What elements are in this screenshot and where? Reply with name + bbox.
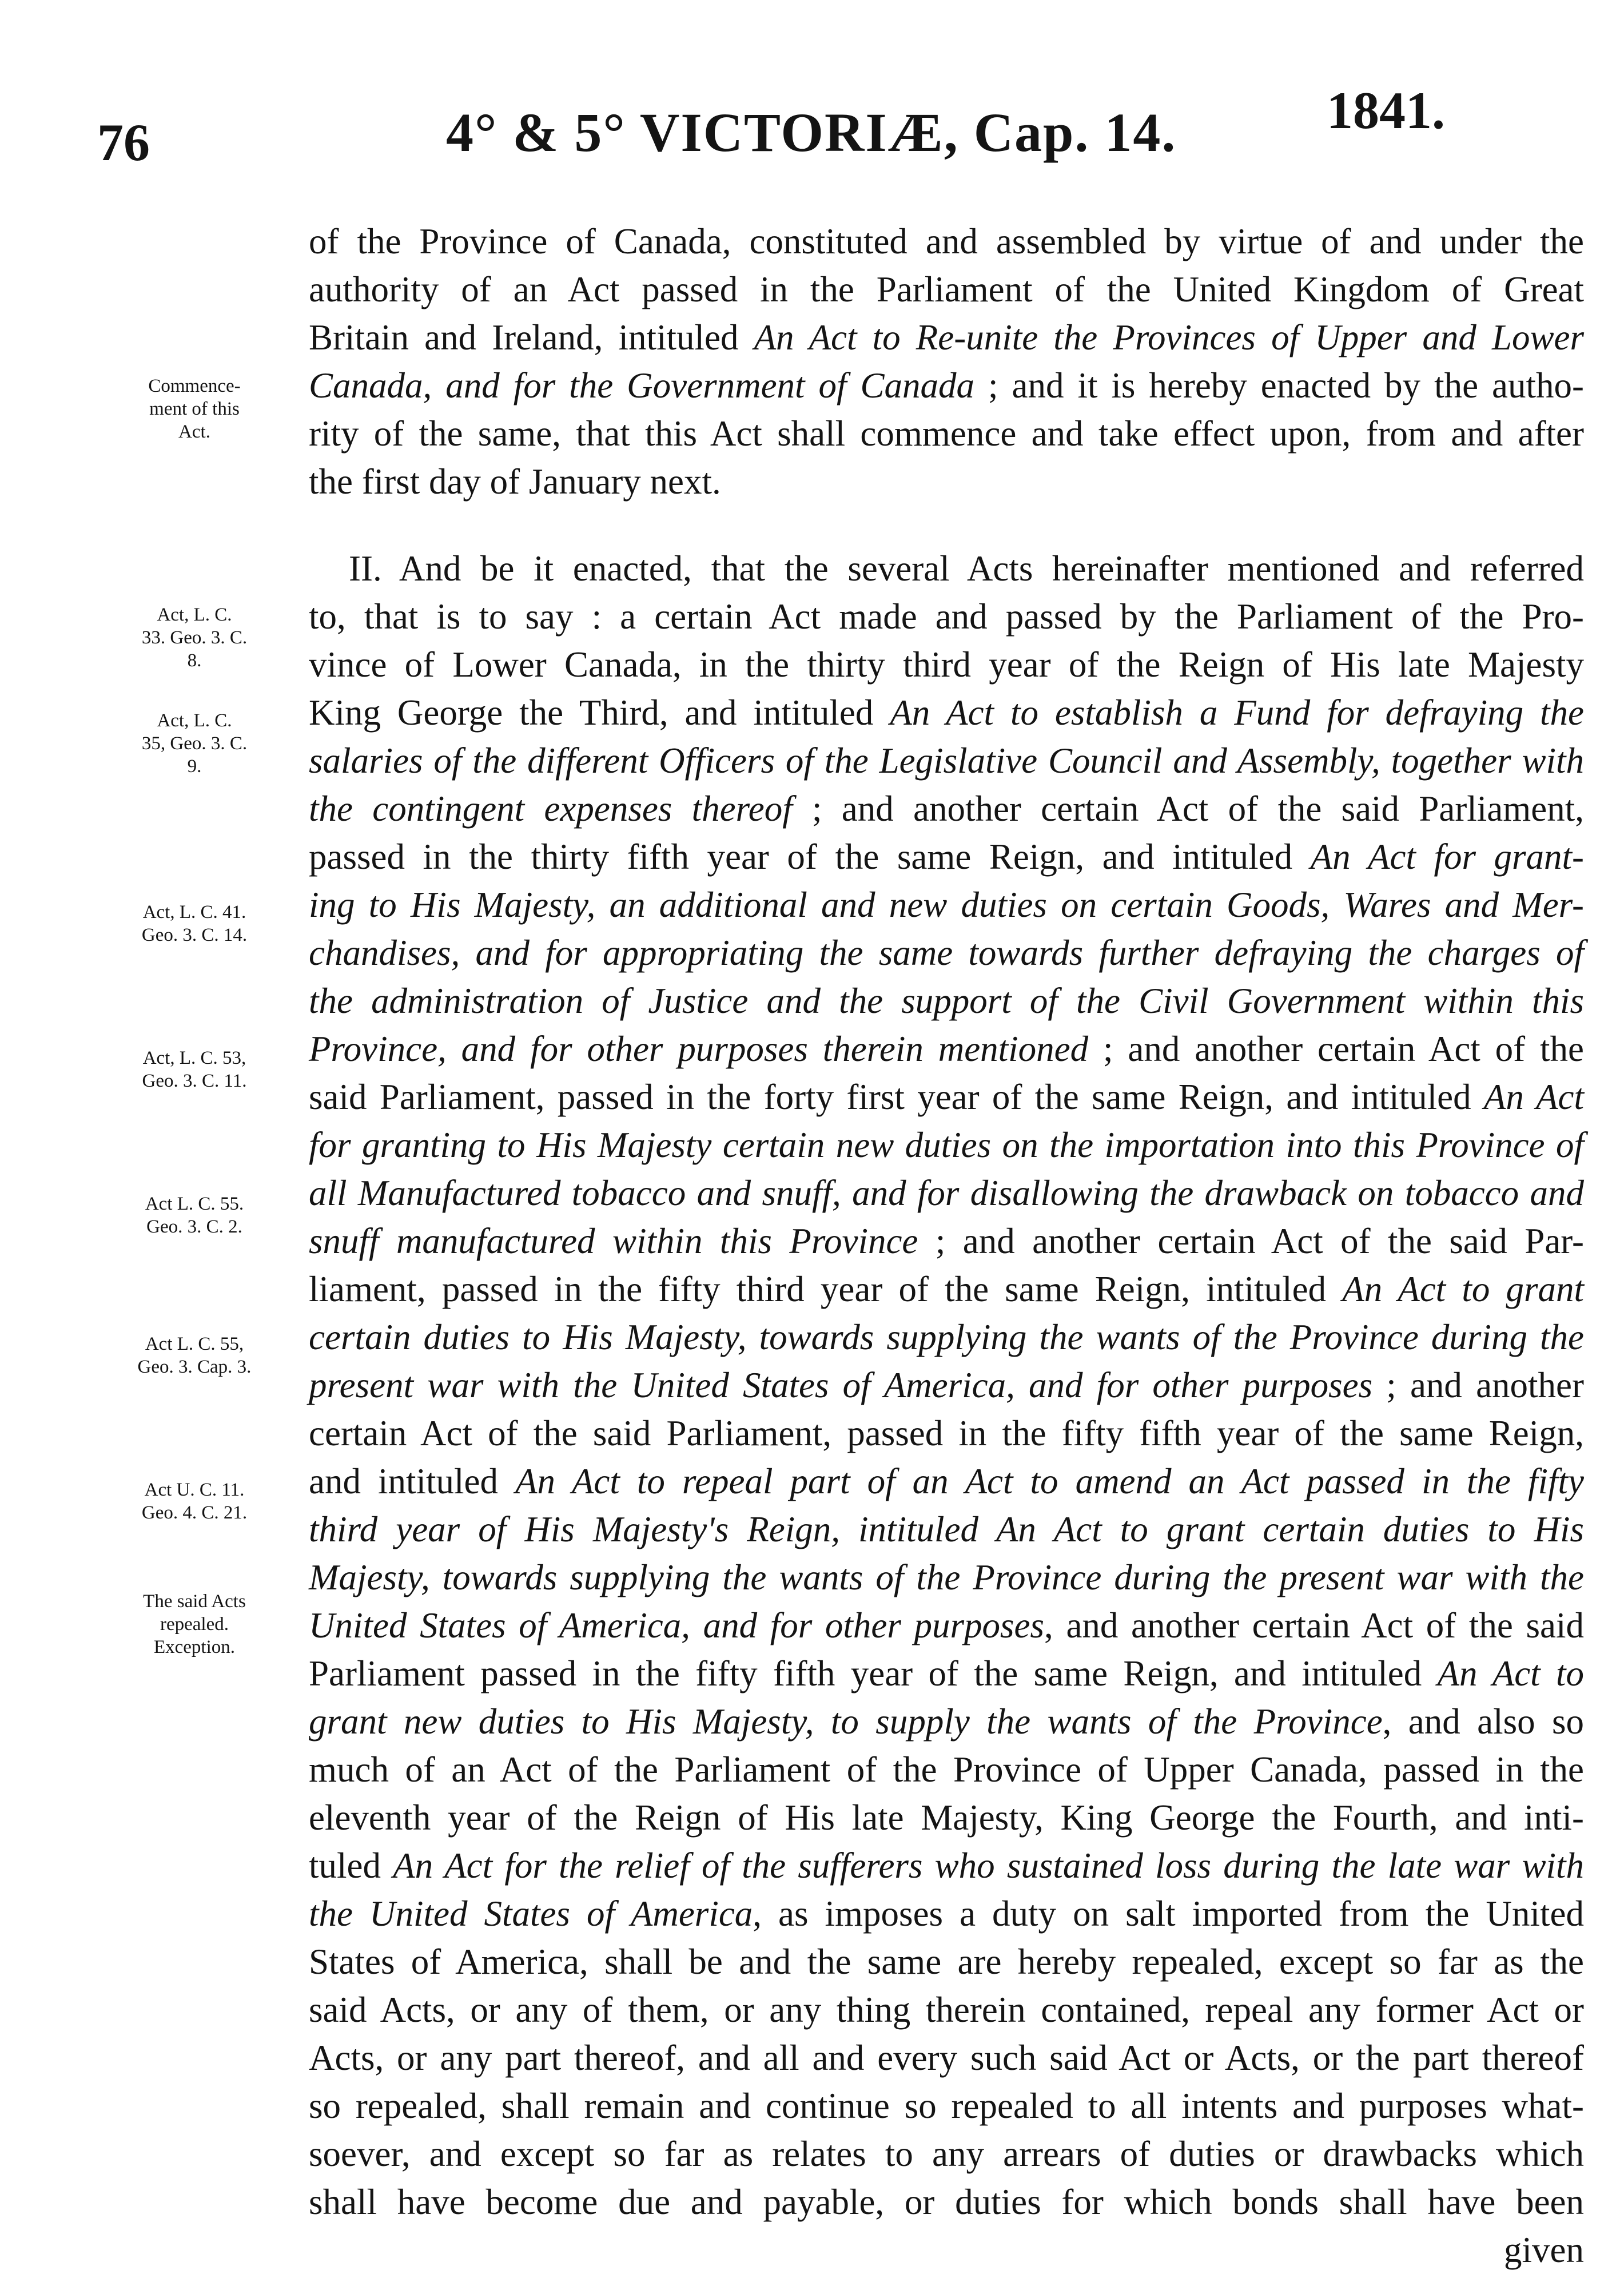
text-line: rity of the same, that this Act shall commence and take effect upon, from and after (309, 414, 1584, 454)
text-line: Acts, or any part thereof, and all and every such said Act or Acts, or the part thereof (309, 2038, 1584, 2078)
text-line: and intituled An Act to repeal part of an Act to amend an Act passed in the fifty (309, 1461, 1584, 1501)
margin-note-line: Act, L. C. 53, (142, 1048, 246, 1068)
text-line: present war with the United States of America, and for other purposes ; and another (309, 1365, 1584, 1405)
text-line: Majesty, towards supplying the wants of the Province during the present war with the (309, 1557, 1584, 1597)
text-line: given (1504, 2230, 1584, 2270)
text-line: much of an Act of the Parliament of the Province of Upper Canada, passed in the (309, 1750, 1584, 1790)
text-line: Province, and for other purposes therein mentioned ; and another certain Act of the (309, 1029, 1585, 1069)
page-number: 76 (97, 113, 150, 172)
margin-note-line: Commence- (148, 376, 241, 396)
margin-note-line: 8. (187, 650, 202, 671)
margin-note-line: Geo. 3. Cap. 3. (137, 1357, 252, 1377)
margin-note-line: Act L. C. 55. (145, 1194, 244, 1214)
margin-note-repealed (103, 1590, 286, 1659)
margin-note-line: The said Acts (143, 1591, 246, 1612)
text-line: said Parliament, passed in the forty first year of the same Reign, and intituled An Act (309, 1077, 1584, 1117)
text-line: the administration of Justice and the support of the Civil Government within this (309, 981, 1584, 1021)
text-line: Parliament passed in the fifty fifth year of the same Reign, and intituled An Act to (309, 1653, 1584, 1693)
running-title: 4° & 5° VICTORIÆ, Cap. 14. (446, 102, 1177, 163)
text-line: the first day of January next. (309, 462, 721, 502)
margin-note-lc53 (103, 1047, 286, 1092)
text-line: States of America, shall be and the same are hereby repealed, except so far as the (309, 1942, 1584, 1982)
text-line: Canada, and for the Government of Canada ; and it is hereby enacted by the autho- (309, 365, 1584, 405)
margin-note-line: Act, L. C. 41. (142, 902, 246, 923)
text-line: of the Province of Canada, constituted and assembled by virtue of and under the (309, 221, 1584, 261)
text-line: chandises, and for appropriating the same towards further defraying the charges of (309, 933, 1584, 973)
margin-note-commencement (103, 375, 286, 443)
text-line: so repealed, shall remain and continue so repealed to all intents and purposes what- (309, 2086, 1584, 2126)
margin-note-line: ment of this (149, 399, 240, 419)
margin-note-line: Act L. C. 55, (145, 1334, 244, 1354)
text-line: vince of Lower Canada, in the thirty third year of the Reign of His late Majesty (309, 645, 1584, 685)
paragraph-gap (309, 506, 1584, 544)
text-line: II. And be it enacted, that the several Acts hereinafter mentioned and referred (349, 548, 1584, 589)
text-line: shall have become due and payable, or duties for which bonds shall have been (309, 2182, 1584, 2222)
text-line: soever, and except so far as relates to any arrears of duties or drawbacks which (309, 2134, 1584, 2174)
text-line: said Acts, or any of them, or any thing therein contained, repeal any former Act or (309, 1990, 1584, 2030)
text-line: snuff manufactured within this Province ; and another certain Act of the said Par- (309, 1221, 1584, 1261)
text-line: Britain and Ireland, intituled An Act to Re-unite the Provinces of Upper and Lower (309, 317, 1584, 357)
text-line: for granting to His Majesty certain new duties on the importation into this Province of (309, 1125, 1584, 1165)
text-line: third year of His Majesty's Reign, intituled An Act to grant certain duties to His (309, 1509, 1584, 1549)
act-text (309, 217, 1584, 2274)
text-line: passed in the thirty fifth year of the same Reign, and intituled An Act for grant- (309, 837, 1584, 877)
margin-note-line: Act, L. C. (157, 605, 232, 625)
text-line: liament, passed in the fifty third year of the same Reign, intituled An Act to grant (309, 1269, 1584, 1309)
margin-note-line: 9. (187, 756, 202, 777)
margin-note-line: Geo. 3. C. 11. (142, 1071, 247, 1091)
margin-note-lc55a (103, 1192, 286, 1238)
text-line: ing to His Majesty, an additional and new duties on certain Goods, Wares and Mer- (309, 885, 1584, 925)
text-line: grant new duties to His Majesty, to supply the wants of the Province, and also so (309, 1701, 1584, 1742)
margin-note-line: Geo. 4. C. 21. (141, 1502, 248, 1523)
margin-note-line: 35, Geo. 3. C. (141, 733, 248, 754)
text-line: authority of an Act passed in the Parliament of the United Kingdom of Great (309, 269, 1584, 309)
text-line: the contingent expenses thereof ; and another certain Act of the said Parliament, (309, 789, 1584, 829)
text-line: tuled An Act for the relief of the sufferers who sustained loss during the late war with (309, 1846, 1584, 1886)
margin-note-line: Act. (178, 422, 210, 442)
margin-note-line: Act, L. C. (157, 710, 232, 731)
text-line: all Manufactured tobacco and snuff, and for disallowing the drawback on tobacco and (309, 1173, 1584, 1213)
margin-note-line: Exception. (153, 1637, 236, 1657)
margin-note-lc41 (103, 901, 286, 947)
margin-note-line: Geo. 3. C. 2. (146, 1216, 242, 1237)
text-line: to, that is to say : a certain Act made and passed by the Parliament of the Pro- (309, 597, 1584, 637)
text-line: the United States of America, as imposes a duty on salt imported from the United (309, 1894, 1584, 1934)
text-line: King George the Third, and intituled An Act to establish a Fund for defraying the (309, 693, 1584, 733)
margin-note-line: repealed. (160, 1614, 229, 1635)
text-line: eleventh year of the Reign of His late Majesty, King George the Fourth, and inti- (309, 1798, 1584, 1838)
year: 1841. (1327, 81, 1445, 140)
margin-note-lc33 (103, 603, 286, 672)
text-line: salaries of the different Officers of the Legislative Council and Assembly, together with (309, 741, 1584, 781)
margin-note-lc35 (103, 709, 286, 778)
margin-note-lc55b (103, 1333, 286, 1378)
margin-note-uc11 (103, 1478, 286, 1524)
text-line: United States of America, and for other purposes, and another certain Act of the said (309, 1605, 1584, 1645)
text-line: certain duties to His Majesty, towards supplying the wants of the Province during the (309, 1317, 1584, 1357)
margin-note-line: Act U. C. 11. (144, 1480, 245, 1500)
margin-note-line: 33. Geo. 3. C. (141, 627, 248, 648)
text-line: certain Act of the said Parliament, passed in the fifty fifth year of the same Reign, (309, 1413, 1584, 1453)
margin-note-line: Geo. 3. C. 14. (141, 925, 248, 945)
